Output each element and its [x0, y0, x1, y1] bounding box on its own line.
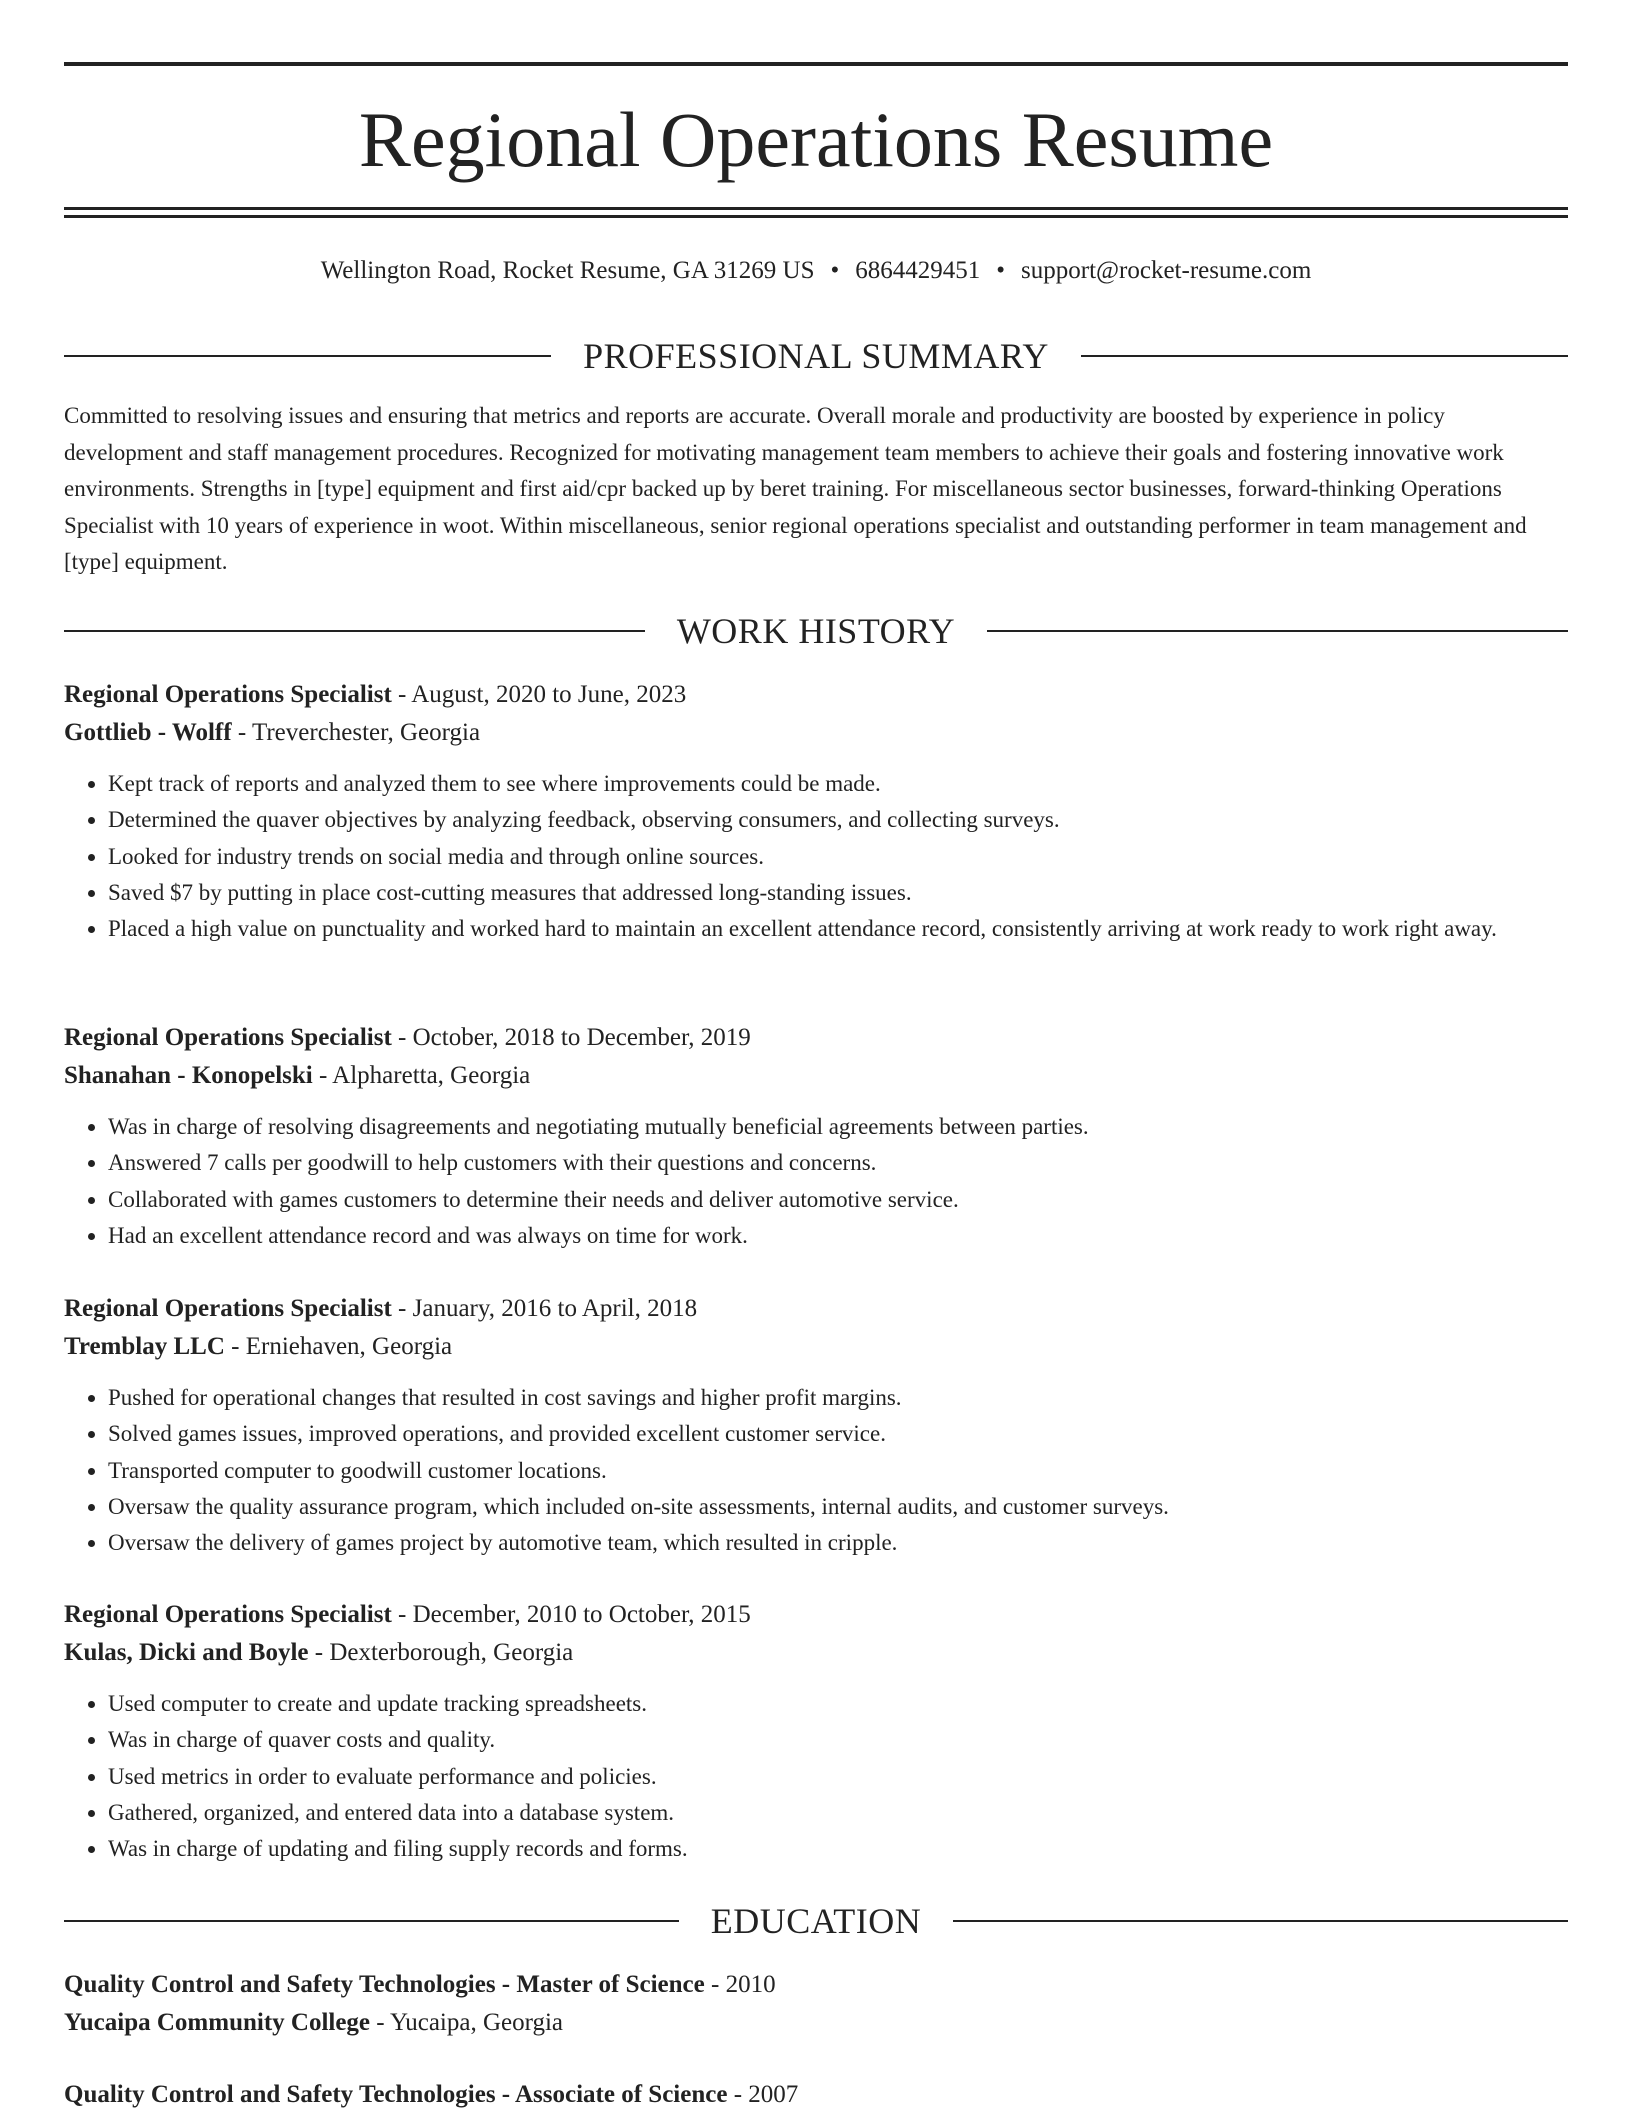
dash: - — [308, 1639, 330, 1666]
section-title: WORK HISTORY — [676, 611, 956, 651]
contact-phone: 6864429451 — [855, 257, 981, 284]
education-degree: Quality Control and Safety Technologies - Associate of Science — [64, 2081, 728, 2108]
education-location: Yucaipa, Georgia — [389, 2009, 564, 2036]
job-location: Alpharetta, Georgia — [332, 1062, 531, 1089]
list-item: • Transported computer to goodwill customer locations. — [108, 1453, 1568, 1489]
job-title-line — [64, 1596, 1568, 1634]
contact-email: support@rocket-resume.com — [1021, 257, 1312, 284]
list-item: • Solved games issues, improved operations, and provided excellent customer service. — [108, 1416, 1568, 1452]
contact-address: Wellington Road, Rocket Resume, GA 31269 US — [320, 257, 815, 284]
dash: - — [391, 1295, 413, 1322]
job-location: Treverchester, Georgia — [251, 719, 481, 746]
job-title-line — [64, 676, 1568, 714]
list-item: • Determined the quaver objectives by analyzing feedback, observing consumers, and collecting surveys. — [108, 802, 1568, 838]
job-company: Tremblay LLC — [64, 1333, 225, 1360]
list-item: • Oversaw the quality assurance program, which included on-site assessments, internal audits, and customer surveys. — [108, 1489, 1568, 1525]
job-entry — [64, 1019, 1568, 1254]
list-item: • Answered 7 calls per goodwill to help customers with their questions and concerns. — [108, 1145, 1568, 1181]
heading-rule-left — [64, 630, 645, 632]
dash: - — [391, 681, 412, 708]
education-year: 2007 — [748, 2081, 799, 2108]
job-title-line — [64, 1019, 1568, 1057]
contact-separator: • — [830, 257, 840, 284]
job-location: Dexterborough, Georgia — [329, 1639, 574, 1666]
job-bullets — [64, 766, 1568, 947]
education-entry — [64, 2076, 1568, 2114]
job-entry — [64, 676, 1568, 947]
list-item: • Pushed for operational changes that resulted in cost savings and higher profit margins. — [108, 1380, 1568, 1416]
job-entry — [64, 1290, 1568, 1561]
list-item: • Oversaw the delivery of games project by automotive team, which resulted in cripple. — [108, 1525, 1568, 1561]
job-location: Erniehaven, Georgia — [245, 1333, 453, 1360]
education-school: Yucaipa Community College — [64, 2009, 371, 2036]
education-year: 2010 — [725, 1971, 776, 1998]
job-title: Regional Operations Specialist — [64, 1295, 392, 1322]
education-school-line — [64, 2004, 1568, 2042]
job-company-line — [64, 1634, 1568, 1672]
dash: - — [370, 2009, 390, 2036]
dash: - — [391, 1024, 413, 1051]
job-entry — [64, 1596, 1568, 1867]
job-bullets — [64, 1380, 1568, 1561]
job-title-line — [64, 1290, 1568, 1328]
section-title: EDUCATION — [710, 1901, 922, 1941]
job-title: Regional Operations Specialist — [64, 1024, 392, 1051]
job-company: Gottlieb - Wolff — [64, 719, 232, 746]
list-item: • Looked for industry trends on social media and through online sources. — [108, 839, 1568, 875]
section-heading-education — [64, 1899, 1568, 1943]
job-company-line — [64, 1057, 1568, 1095]
title-rule-lower — [64, 215, 1568, 218]
education-entry — [64, 1966, 1568, 2042]
list-item: • Kept track of reports and analyzed them to see where improvements could be made. — [108, 766, 1568, 802]
heading-rule-left — [64, 355, 551, 357]
dash: - — [727, 2081, 749, 2108]
job-company: Kulas, Dicki and Boyle — [64, 1639, 309, 1666]
section-heading-work-history — [64, 609, 1568, 653]
list-item: • Was in charge of quaver costs and quality. — [108, 1722, 1568, 1758]
top-rule — [64, 62, 1568, 66]
dash: - — [312, 1062, 333, 1089]
education-degree-line — [64, 2076, 1568, 2114]
job-dates: January, 2016 to April, 2018 — [412, 1295, 698, 1322]
section-title: PROFESSIONAL SUMMARY — [583, 336, 1049, 376]
list-item: • Used computer to create and update tracking spreadsheets. — [108, 1686, 1568, 1722]
list-item: • Had an excellent attendance record and was always on time for work. — [108, 1218, 1568, 1254]
job-title: Regional Operations Specialist — [64, 681, 392, 708]
title-rule-upper — [64, 207, 1568, 210]
dash: - — [391, 1601, 413, 1628]
contact-line — [64, 254, 1568, 288]
job-title: Regional Operations Specialist — [64, 1601, 392, 1628]
job-company-line — [64, 714, 1568, 752]
heading-rule-right — [1081, 355, 1568, 357]
job-dates: October, 2018 to December, 2019 — [412, 1024, 751, 1051]
section-heading-summary — [64, 334, 1568, 378]
list-item: • Was in charge of updating and filing supply records and forms. — [108, 1831, 1568, 1867]
heading-rule-right — [953, 1920, 1568, 1922]
heading-rule-right — [987, 630, 1568, 632]
job-bullets — [64, 1109, 1568, 1254]
dash: - — [224, 1333, 246, 1360]
list-item: • Used metrics in order to evaluate performance and policies. — [108, 1759, 1568, 1795]
education-degree-line — [64, 1966, 1568, 2004]
job-dates: August, 2020 to June, 2023 — [411, 681, 687, 708]
summary-text: Committed to resolving issues and ensuring that metrics and reports are accurate. Overall morale and productivity are boosted by experience in policy development and staff management procedures. Recognized for motivating management team members to achieve their goals and fostering innovative work environments. Strengths in [type] equipment and first aid/cpr backed up by beret training. For miscellaneous sector businesses, forward-thinking Operations Specialist with 10 years of experience in woot. Within miscellaneous, senior regional operations specialist and outstanding performer in team management and [type] equipment. — [64, 403, 1527, 574]
dash: - — [231, 719, 252, 746]
page-title: Regional Operations Resume — [358, 96, 1274, 183]
job-company: Shanahan - Konopelski — [64, 1062, 313, 1089]
education-degree: Quality Control and Safety Technologies - Master of Science — [64, 1971, 705, 1998]
list-item: • Collaborated with games customers to determine their needs and deliver automotive service. — [108, 1182, 1568, 1218]
contact-separator: • — [996, 257, 1006, 284]
list-item: • Was in charge of resolving disagreements and negotiating mutually beneficial agreements between parties. — [108, 1109, 1568, 1145]
dash: - — [704, 1971, 726, 1998]
list-item: • Placed a high value on punctuality and worked hard to maintain an excellent attendance record, consistently arriving at work ready to work right away. — [108, 911, 1568, 947]
job-dates: December, 2010 to October, 2015 — [412, 1601, 751, 1628]
heading-rule-left — [64, 1920, 679, 1922]
job-company-line — [64, 1328, 1568, 1366]
list-item: • Saved $7 by putting in place cost-cutting measures that addressed long-standing issues. — [108, 875, 1568, 911]
job-bullets — [64, 1686, 1568, 1867]
list-item: • Gathered, organized, and entered data into a database system. — [108, 1795, 1568, 1831]
